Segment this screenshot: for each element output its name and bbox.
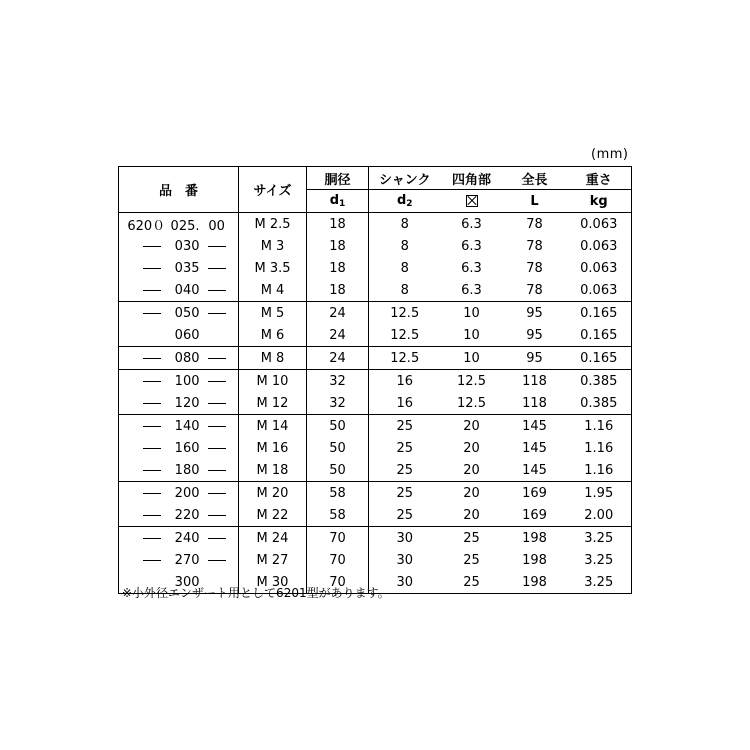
cell-length: 198 bbox=[503, 527, 567, 550]
cell-d1: 18 bbox=[307, 257, 369, 279]
dash-mark bbox=[143, 560, 161, 561]
part-number: 080 bbox=[174, 350, 200, 366]
cell-size: M 24 bbox=[239, 527, 307, 550]
header-length: 全長 bbox=[503, 167, 567, 190]
cell-length: 95 bbox=[503, 347, 567, 370]
part-number: 060 bbox=[174, 327, 200, 343]
cell-length: 169 bbox=[522, 507, 547, 523]
cell-d1: 24 bbox=[307, 324, 369, 347]
cell-square: 20 bbox=[463, 462, 480, 478]
part-number: 100 bbox=[174, 373, 200, 389]
part-prefix bbox=[127, 441, 161, 456]
part-suffix bbox=[204, 261, 230, 276]
part-suffix bbox=[204, 374, 230, 389]
part-suffix bbox=[204, 486, 230, 501]
cell-d2: 12.5 bbox=[369, 324, 441, 347]
dash-mark bbox=[208, 448, 226, 449]
cell-size: M 12 bbox=[239, 392, 307, 415]
cell-d1: 58 bbox=[307, 504, 369, 527]
dash-mark bbox=[208, 426, 226, 427]
table-row bbox=[119, 482, 632, 505]
cell-part-no bbox=[119, 415, 239, 438]
table-row bbox=[119, 324, 632, 347]
part-number: 035 bbox=[174, 260, 200, 276]
cell-part-no bbox=[119, 302, 239, 325]
cell-square: 10 bbox=[463, 327, 480, 343]
dash-mark bbox=[208, 290, 226, 291]
table-row bbox=[119, 437, 632, 459]
part-suffix bbox=[204, 351, 230, 366]
cell-length: 145 bbox=[522, 440, 547, 456]
dash-mark bbox=[143, 538, 161, 539]
cell-length: 78 bbox=[526, 260, 543, 276]
dash-mark bbox=[143, 426, 161, 427]
cell-weight: 1.16 bbox=[584, 440, 614, 456]
part-prefix bbox=[127, 351, 161, 366]
table-row bbox=[119, 549, 632, 571]
part-number: 300 bbox=[174, 574, 200, 590]
part-prefix bbox=[127, 396, 161, 411]
cell-weight: 2.00 bbox=[584, 507, 614, 523]
cell-length: 145 bbox=[522, 462, 547, 478]
cell-size: M 3.5 bbox=[239, 257, 307, 279]
cell-d1: 50 bbox=[307, 437, 369, 459]
dash-mark bbox=[208, 470, 226, 471]
cell-d2: 16 bbox=[369, 370, 441, 393]
part-number: 050 bbox=[174, 305, 200, 321]
table-row bbox=[119, 392, 632, 415]
cell-part-no bbox=[119, 549, 239, 571]
part-suffix bbox=[204, 463, 230, 478]
part-number: 200 bbox=[174, 485, 200, 501]
cell-weight: 1.95 bbox=[567, 482, 632, 505]
cell-d2: 8 bbox=[369, 235, 441, 257]
part-number: 240 bbox=[174, 530, 200, 546]
cell-square: 20 bbox=[441, 482, 503, 505]
cell-d1: 58 bbox=[307, 482, 369, 505]
part-number: 120 bbox=[174, 395, 200, 411]
cell-d2: 8 bbox=[369, 257, 441, 279]
dash-mark bbox=[208, 515, 226, 516]
cell-d1: 70 bbox=[307, 549, 369, 571]
cell-size: M 10 bbox=[239, 370, 307, 393]
cell-square: 10 bbox=[441, 302, 503, 325]
part-number: 025. bbox=[170, 218, 200, 234]
cell-size: M 8 bbox=[239, 347, 307, 370]
cell-part-no bbox=[119, 347, 239, 370]
cell-size: M 30 bbox=[239, 571, 307, 594]
cell-weight: 0.385 bbox=[580, 395, 618, 411]
cell-d2: 12.5 bbox=[369, 302, 441, 325]
cell-length: 78 bbox=[526, 282, 543, 298]
part-suffix bbox=[204, 396, 230, 411]
table-row bbox=[119, 370, 632, 393]
cell-d2: 8 bbox=[369, 279, 441, 302]
dash-mark bbox=[143, 403, 161, 404]
cell-part-no bbox=[119, 279, 239, 302]
cell-length: 118 bbox=[522, 395, 547, 411]
cell-part-no bbox=[119, 392, 239, 415]
table-row bbox=[119, 347, 632, 370]
cell-weight: 0.063 bbox=[580, 260, 618, 276]
part-prefix bbox=[127, 486, 161, 501]
dash-mark bbox=[208, 560, 226, 561]
part-suffix bbox=[204, 419, 230, 434]
cell-size: M 3 bbox=[239, 235, 307, 257]
table-row bbox=[119, 213, 632, 236]
table-row bbox=[119, 415, 632, 438]
cell-weight: 0.165 bbox=[567, 302, 632, 325]
cell-weight: 0.165 bbox=[580, 327, 618, 343]
part-prefix bbox=[127, 463, 161, 478]
part-number: 270 bbox=[174, 552, 200, 568]
cell-size: M 6 bbox=[239, 324, 307, 347]
cell-weight: 3.25 bbox=[584, 574, 614, 590]
subheader-length: L bbox=[530, 193, 539, 209]
cell-part-no bbox=[119, 527, 239, 550]
dash-mark bbox=[208, 493, 226, 494]
cell-d1: 70 bbox=[307, 527, 369, 550]
cell-d1: 32 bbox=[307, 392, 369, 415]
cell-square: 6.3 bbox=[441, 213, 503, 236]
unit-label: (mm) bbox=[591, 147, 629, 162]
cell-d1: 24 bbox=[307, 347, 369, 370]
part-prefix bbox=[127, 419, 161, 434]
part-number: 180 bbox=[174, 462, 200, 478]
part-prefix bbox=[127, 306, 161, 321]
part-prefix bbox=[127, 531, 161, 546]
dash-mark bbox=[143, 358, 161, 359]
part-prefix bbox=[127, 261, 161, 276]
dash-mark bbox=[208, 403, 226, 404]
part-number: 030 bbox=[174, 238, 200, 254]
part-suffix: 00 bbox=[208, 218, 225, 234]
cell-weight: 0.063 bbox=[580, 238, 618, 254]
part-suffix bbox=[204, 283, 230, 298]
dash-mark bbox=[143, 515, 161, 516]
cell-square: 25 bbox=[463, 574, 480, 590]
header-body-dia: 胴径 bbox=[307, 167, 369, 190]
part-suffix bbox=[204, 508, 230, 523]
cell-part-no bbox=[119, 482, 239, 505]
table-row bbox=[119, 504, 632, 527]
cell-size: M 20 bbox=[239, 482, 307, 505]
cell-size: M 2.5 bbox=[239, 213, 307, 236]
cell-size: M 14 bbox=[239, 415, 307, 438]
cell-d1: 50 bbox=[307, 459, 369, 482]
cell-d2: 12.5 bbox=[369, 347, 441, 370]
cell-length: 145 bbox=[503, 415, 567, 438]
cell-part-no bbox=[119, 235, 239, 257]
cell-length: 198 bbox=[522, 574, 547, 590]
header-row bbox=[119, 167, 632, 190]
subheader-d1: $d_1$ bbox=[307, 190, 369, 213]
cell-part-no bbox=[119, 370, 239, 393]
cell-length: 95 bbox=[503, 302, 567, 325]
part-number: 220 bbox=[174, 507, 200, 523]
dash-mark bbox=[143, 268, 161, 269]
dash-mark bbox=[143, 381, 161, 382]
part-prefix: 620０ bbox=[127, 218, 166, 234]
cell-weight: 0.063 bbox=[580, 282, 618, 298]
cell-size: M 27 bbox=[239, 549, 307, 571]
subheader-square bbox=[441, 190, 503, 213]
cell-size: M 18 bbox=[239, 459, 307, 482]
cell-d1: 70 bbox=[307, 571, 369, 594]
cell-size: M 4 bbox=[239, 279, 307, 302]
dash-mark bbox=[208, 268, 226, 269]
table-row bbox=[119, 235, 632, 257]
cell-length: 198 bbox=[522, 552, 547, 568]
cell-size: M 5 bbox=[239, 302, 307, 325]
cell-length: 78 bbox=[526, 238, 543, 254]
cell-square: 25 bbox=[441, 527, 503, 550]
cell-d2: 25 bbox=[369, 482, 441, 505]
part-number: 140 bbox=[174, 418, 200, 434]
table-row bbox=[119, 459, 632, 482]
part-prefix bbox=[127, 239, 161, 254]
cell-weight: 1.16 bbox=[567, 415, 632, 438]
cell-d2: 25 bbox=[369, 504, 441, 527]
header-size: サイズ bbox=[239, 167, 307, 213]
cell-weight: 3.25 bbox=[567, 527, 632, 550]
cell-square: 25 bbox=[463, 552, 480, 568]
part-prefix bbox=[127, 553, 161, 568]
cell-part-no bbox=[119, 213, 239, 236]
spec-table bbox=[118, 166, 632, 594]
dash-mark bbox=[208, 246, 226, 247]
dash-mark bbox=[143, 493, 161, 494]
part-suffix bbox=[204, 441, 230, 456]
dash-mark bbox=[143, 290, 161, 291]
cell-square: 6.3 bbox=[461, 260, 482, 276]
cell-square: 6.3 bbox=[461, 238, 482, 254]
dash-mark bbox=[143, 313, 161, 314]
table-row bbox=[119, 527, 632, 550]
cell-square: 20 bbox=[441, 415, 503, 438]
dash-mark bbox=[208, 313, 226, 314]
square-x-icon bbox=[466, 195, 478, 207]
cell-length: 78 bbox=[503, 213, 567, 236]
table-row bbox=[119, 257, 632, 279]
cell-weight: 0.063 bbox=[567, 213, 632, 236]
cell-d2: 30 bbox=[369, 527, 441, 550]
dash-mark bbox=[208, 538, 226, 539]
header-weight: 重さ bbox=[567, 167, 632, 190]
cell-square: 20 bbox=[463, 440, 480, 456]
cell-square: 6.3 bbox=[461, 282, 482, 298]
header-shank: シャンク bbox=[369, 167, 441, 190]
part-suffix bbox=[204, 531, 230, 546]
header-part-no: 品 番 bbox=[158, 184, 198, 199]
dash-mark bbox=[208, 358, 226, 359]
cell-part-no bbox=[119, 459, 239, 482]
cell-weight: 0.385 bbox=[567, 370, 632, 393]
cell-size: M 16 bbox=[239, 437, 307, 459]
dash-mark bbox=[143, 448, 161, 449]
cell-d2: 16 bbox=[369, 392, 441, 415]
part-suffix bbox=[204, 306, 230, 321]
cell-weight: 1.16 bbox=[584, 462, 614, 478]
cell-d2: 25 bbox=[369, 437, 441, 459]
cell-length: 95 bbox=[526, 327, 543, 343]
cell-part-no bbox=[119, 257, 239, 279]
footnote: ※小外径エンザート用として6201型があります。 bbox=[122, 586, 390, 600]
cell-part-no bbox=[119, 504, 239, 527]
dash-mark bbox=[143, 246, 161, 247]
cell-d1: 18 bbox=[307, 235, 369, 257]
table-row bbox=[119, 279, 632, 302]
header-square: 四角部 bbox=[441, 167, 503, 190]
part-prefix bbox=[127, 508, 161, 523]
cell-weight: 3.25 bbox=[584, 552, 614, 568]
cell-d2: 25 bbox=[369, 415, 441, 438]
part-number: 160 bbox=[174, 440, 200, 456]
cell-length: 169 bbox=[503, 482, 567, 505]
part-suffix bbox=[204, 239, 230, 254]
part-prefix bbox=[127, 283, 161, 298]
cell-square: 20 bbox=[463, 507, 480, 523]
cell-d1: 18 bbox=[307, 279, 369, 302]
cell-d1: 50 bbox=[307, 415, 369, 438]
cell-d1: 18 bbox=[307, 213, 369, 236]
cell-d2: 8 bbox=[369, 213, 441, 236]
part-number: 040 bbox=[174, 282, 200, 298]
subheader-weight: kg bbox=[589, 193, 608, 209]
cell-square: 12.5 bbox=[457, 395, 486, 411]
dash-mark bbox=[208, 381, 226, 382]
cell-d2: 30 bbox=[369, 571, 441, 594]
subheader-d2: $d_2$ bbox=[369, 190, 441, 213]
part-suffix bbox=[204, 553, 230, 568]
cell-part-no bbox=[119, 437, 239, 459]
cell-d2: 30 bbox=[369, 549, 441, 571]
cell-d1: 24 bbox=[307, 302, 369, 325]
cell-d2: 25 bbox=[369, 459, 441, 482]
cell-part-no bbox=[119, 324, 239, 347]
cell-length: 118 bbox=[503, 370, 567, 393]
dash-mark bbox=[143, 470, 161, 471]
cell-size: M 22 bbox=[239, 504, 307, 527]
cell-d1: 32 bbox=[307, 370, 369, 393]
cell-weight: 0.165 bbox=[567, 347, 632, 370]
cell-square: 10 bbox=[441, 347, 503, 370]
part-prefix bbox=[127, 374, 161, 389]
table-row bbox=[119, 302, 632, 325]
cell-square: 12.5 bbox=[441, 370, 503, 393]
